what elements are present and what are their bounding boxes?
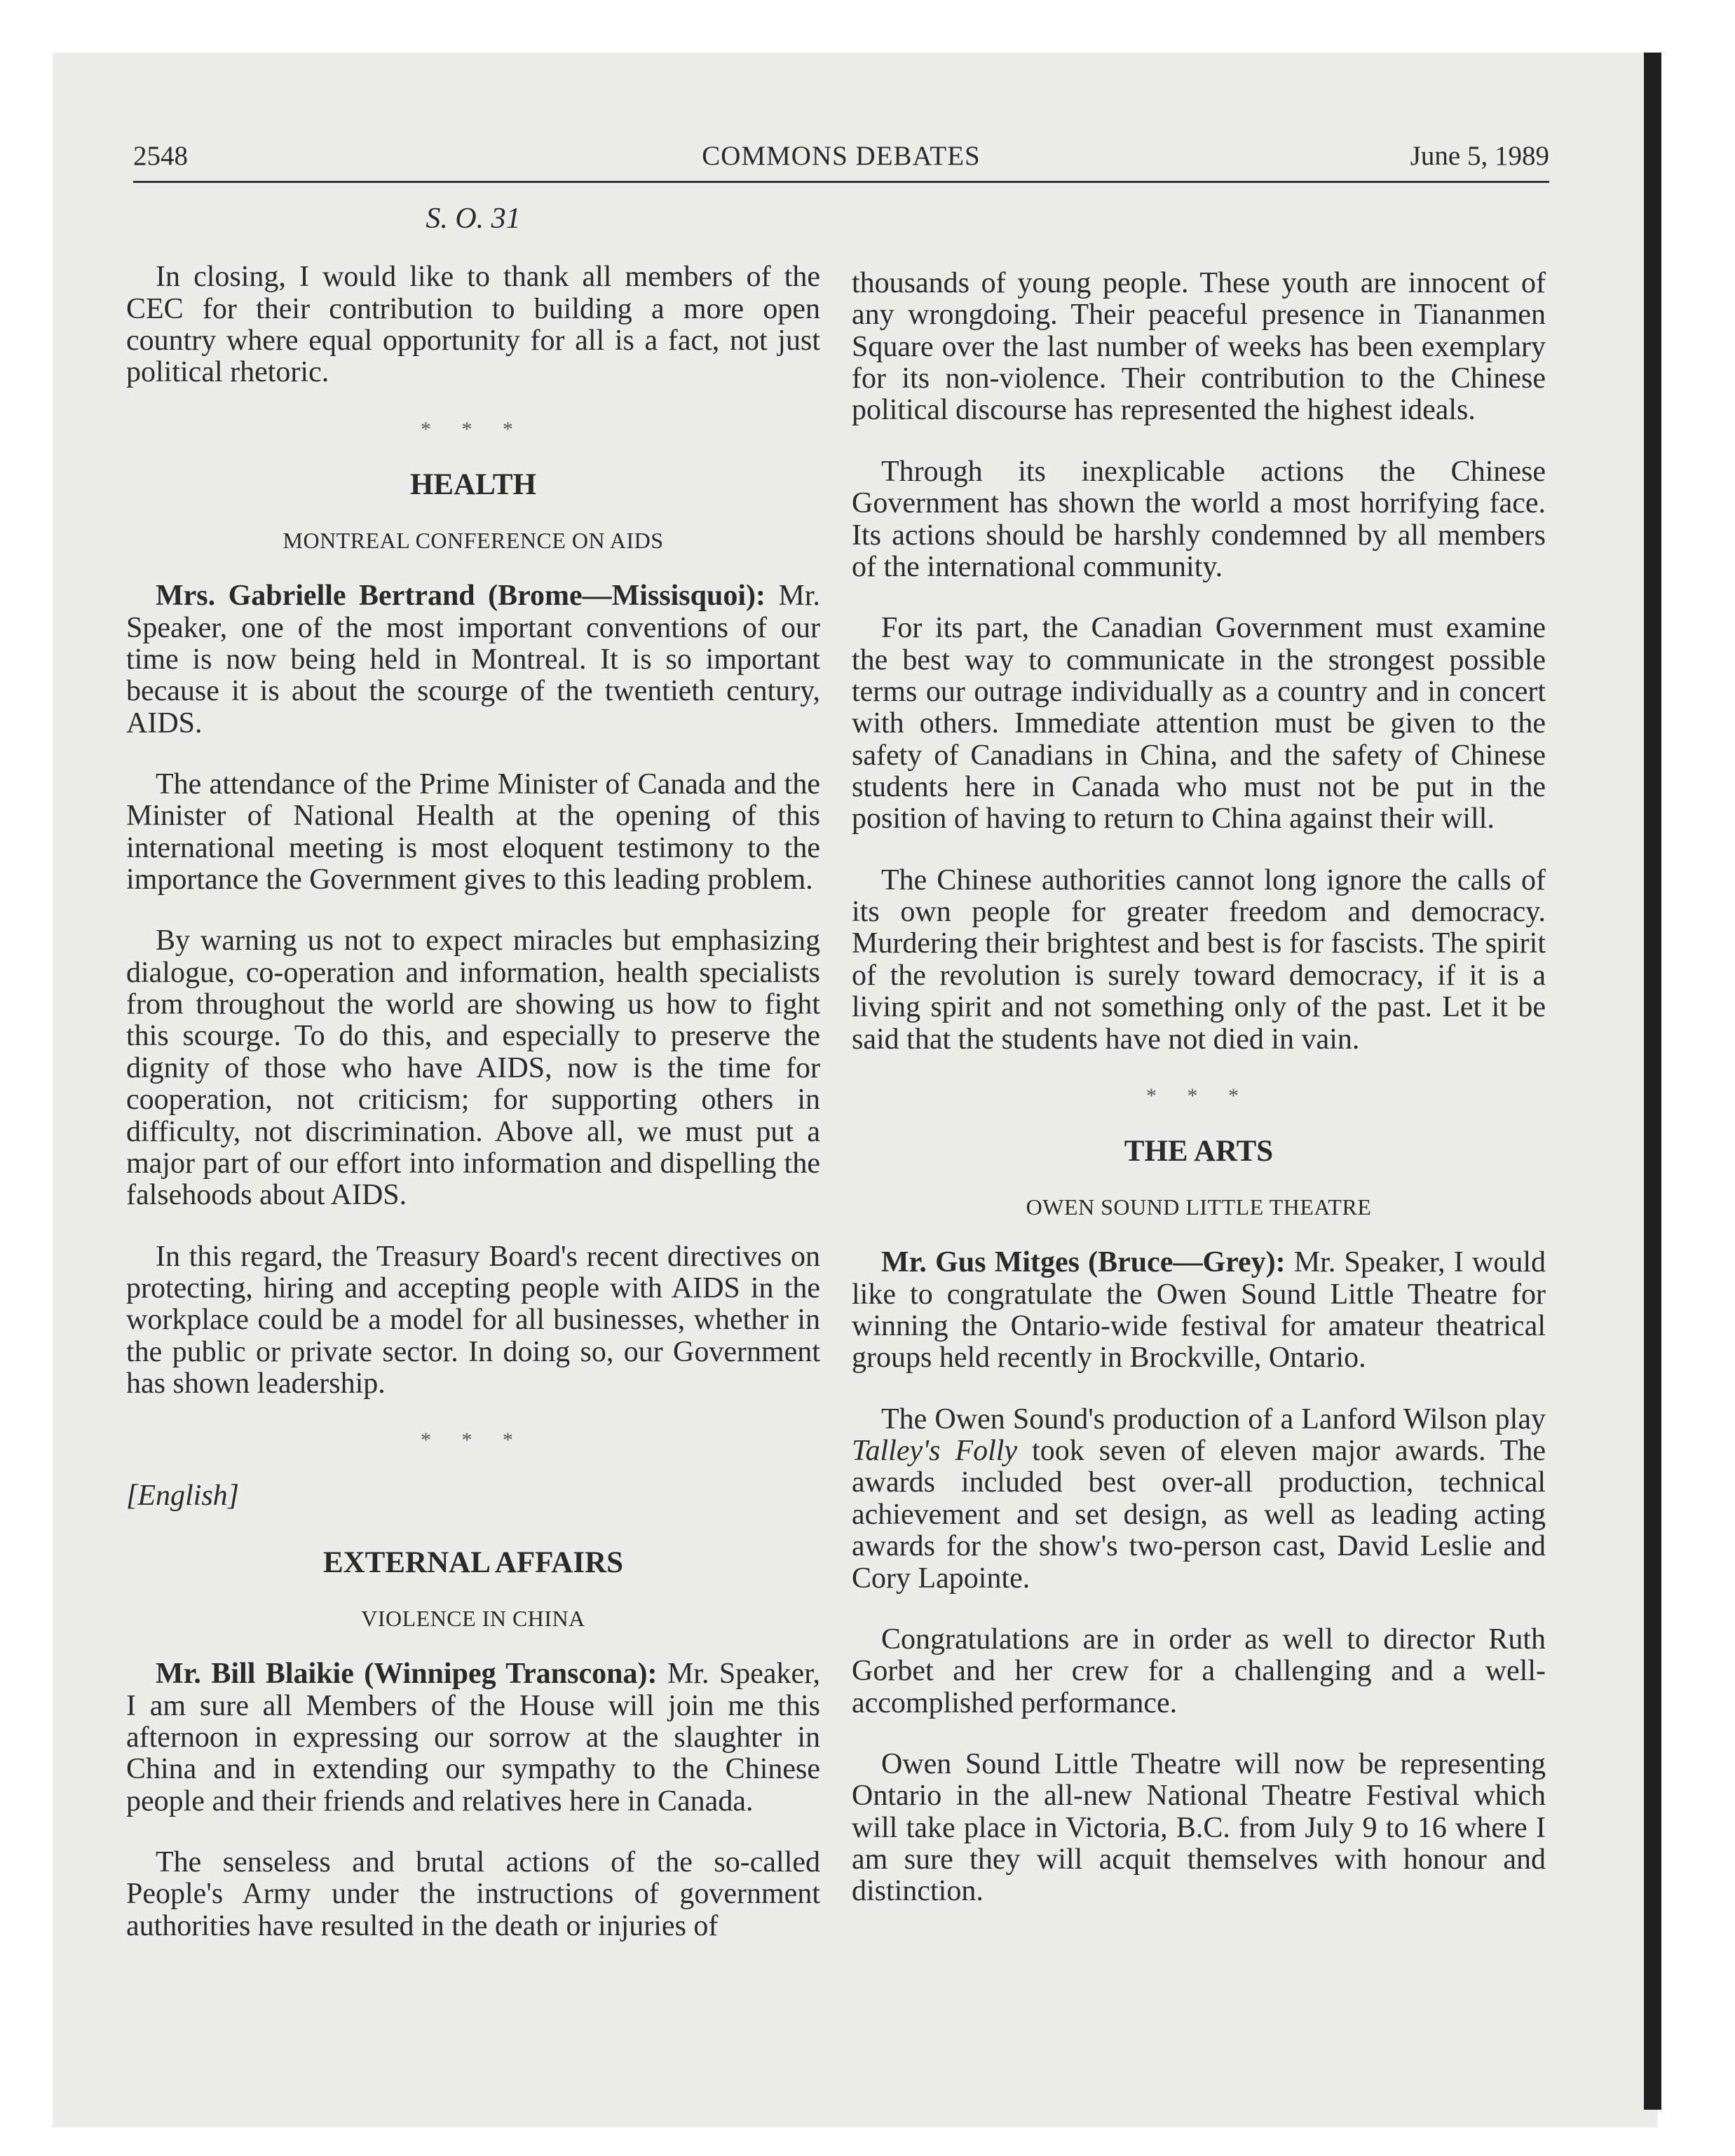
health-heading: HEALTH: [409, 468, 537, 502]
blaikie-paragraph-4: For its part, the Canadian Government must examine the best way to communicate in the strongest possible terms our outrage individually as a country and in concert with others. Immediate attention must be given to the safety of Canadians in China, and the safety of Chinese students here in Canada who must not be put in the position of having to return to China against their will.: [852, 612, 1546, 835]
speaker-name: Mrs. Gabrielle Bertrand (Brome—Missisquoi):: [156, 580, 766, 613]
arts-heading: THE ARTS: [1124, 1135, 1274, 1168]
speaker-name: Mr. Gus Mitges (Bruce—Grey):: [881, 1246, 1286, 1279]
page-date: June 5, 1989: [1410, 141, 1549, 171]
blaikie-paragraph-2: The senseless and brutal actions of the so-called People's Army under the instructions of government authorities have resulted in the death or injuries of: [126, 1845, 820, 1942]
play-title: Talley's Folly: [852, 1435, 1018, 1468]
section-separator: * * *: [421, 417, 526, 441]
blaikie-paragraph-5: The Chinese authorities cannot long ignore the calls of its own people for greater freedom and democracy. Murdering their brightest and best is for fascists. The spirit of the revolution is surely toward democracy, if it is a living spirit and not something only of the past. Let it be said that the students have not died in vain.: [852, 864, 1546, 1056]
bertrand-paragraph-1: Mrs. Gabrielle Bertrand (Brome—Missisquoi): Mr. Speaker, one of the most important conventions of our time is now being held in Montreal. It is so important because it is about the scourge of the twentieth century, AIDS.: [126, 580, 820, 739]
mitges-paragraph-3: Congratulations are in order as well to director Ruth Gorbet and her crew for a challenging and a well-accomplished performance.: [852, 1623, 1546, 1719]
section-separator: * * *: [1146, 1084, 1251, 1107]
mitges-paragraph-1: Mr. Gus Mitges (Bruce—Grey): Mr. Speaker, I would like to congratulate the Owen Sound Little Theatre for winning the Ontario-wide festival for amateur theatrical groups held recently in Brockville, Ontario.: [852, 1246, 1546, 1374]
page-number: 2548: [133, 141, 188, 171]
publication-title: COMMONS DEBATES: [702, 141, 981, 171]
section-separator: * * *: [421, 1428, 526, 1452]
blaikie-paragraph-3: Through its inexplicable actions the Chinese Government has shown the world a most horrifying face. Its actions should be harshly condemned by all members of the international community.: [852, 455, 1546, 583]
page-header: [133, 140, 1549, 179]
bertrand-paragraph-2: The attendance of the Prime Minister of Canada and the Minister of National Health at the opening of this international meeting is most eloquent testimony to the importance the Government gives to this leading problem.: [126, 767, 820, 896]
continued-paragraph: thousands of young people. These youth are innocent of any wrongdoing. Their peaceful presence in Tiananmen Square over the last number of weeks has been exemplary for its non-violence. Their contribution to the Chinese political discourse has represented the highest ideals.: [852, 267, 1546, 427]
health-subheading: MONTREAL CONFERENCE ON AIDS: [283, 527, 664, 553]
external-affairs-heading: EXTERNAL AFFAIRS: [322, 1546, 624, 1580]
right-column: [852, 268, 1546, 1937]
bertrand-paragraph-4: In this regard, the Treasury Board's recent directives on protecting, hiring and accepting people with AIDS in the workplace could be a model for all businesses, whether in the public or private sector. In doing so, our Government has shown leadership.: [126, 1240, 820, 1400]
blaikie-paragraph-1: Mr. Bill Blaikie (Winnipeg Transcona): Mr. Speaker, I am sure all Members of the House will join me this afternoon in expressing our sorrow at the slaughter in China and in extending our sympathy to the Chinese people and their friends and relatives here in Canada.: [126, 1658, 820, 1817]
standing-order-label: S. O. 31: [426, 203, 521, 235]
bertrand-paragraph-3: By warning us not to expect miracles but emphasizing dialogue, co-operation and information, health specialists from throughout the world are showing us how to fight this scourge. To do this, and especially to preserve the dignity of those who have AIDS, now is the time for cooperation, not criticism; for supporting others in difficulty, not discrimination. Above all, we must put a major part of our effort into information and dispelling the falsehoods about AIDS.: [126, 925, 820, 1212]
mitges-paragraph-2: The Owen Sound's production of a Lanford Wilson play Talley's Folly took seven of eleven major awards. The awards included best over-all production, technical achievement and set design, as well as leading acting awards for the show's two-person cast, David Leslie and Cory Lapointe.: [852, 1403, 1546, 1595]
external-affairs-subheading: VIOLENCE IN CHINA: [361, 1605, 585, 1631]
left-column: [126, 203, 820, 1972]
scan-edge-bar: [1644, 53, 1661, 2110]
speaker-name: Mr. Bill Blaikie (Winnipeg Transcona):: [156, 1658, 658, 1691]
arts-subheading: OWEN SOUND LITTLE THEATRE: [1026, 1194, 1372, 1220]
mitges-paragraph-4: Owen Sound Little Theatre will now be representing Ontario in the all-new National Theatre Festival which will take place in Victoria, B.C. from July 9 to 16 where I am sure they will acquit themselves with honour and distinction.: [852, 1747, 1546, 1908]
closing-paragraph: In closing, I would like to thank all members of the CEC for their contribution to building a more open country where equal opportunity for all is a fact, not just political rhetoric.: [126, 261, 820, 389]
header-rule: [133, 181, 1549, 183]
language-tag: [English]: [126, 1479, 240, 1512]
